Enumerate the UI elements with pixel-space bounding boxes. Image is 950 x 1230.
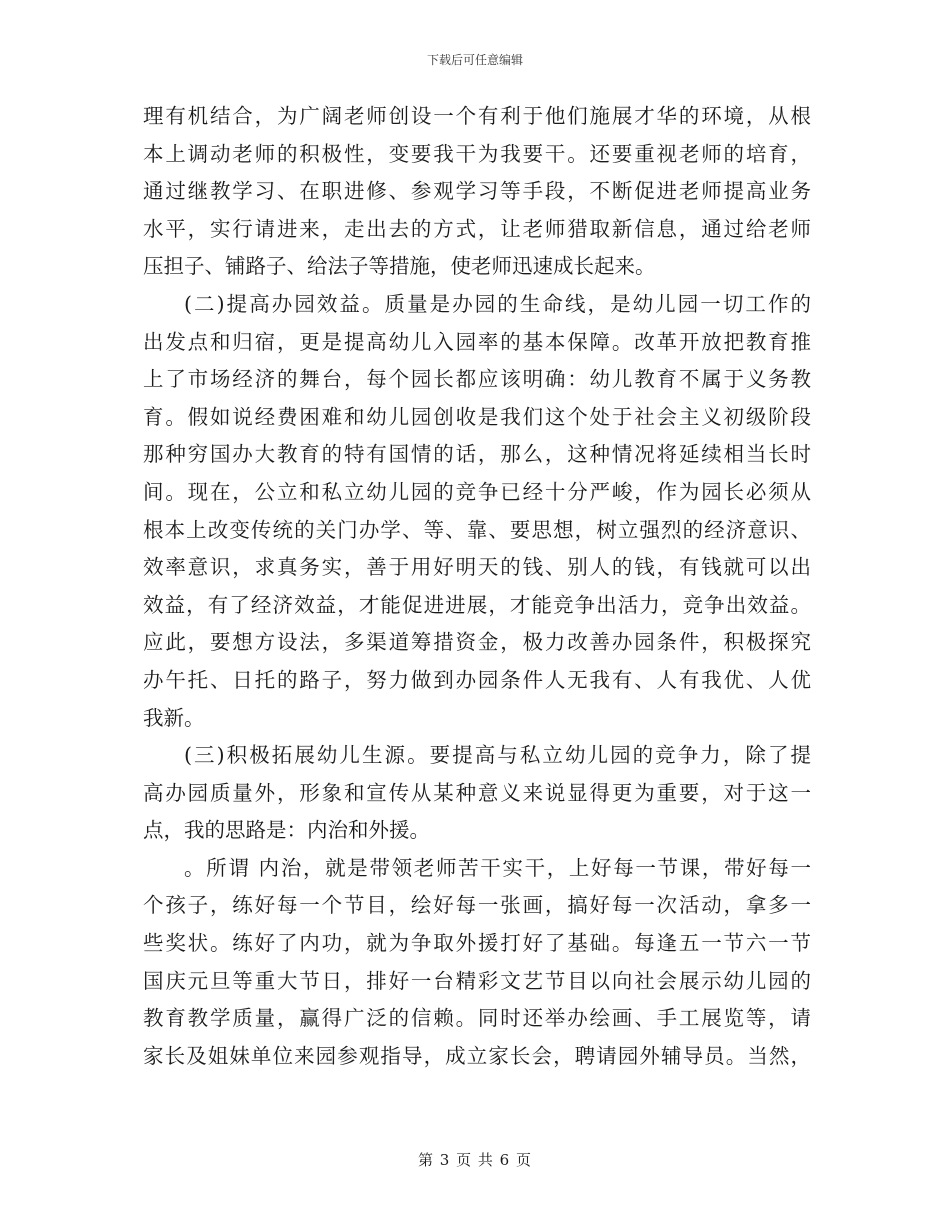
paragraph-start-line: (二)提高办园效益。质量是办园的生命线，是幼儿园一切工作的 bbox=[184, 291, 811, 316]
page-number-footer: 第 3 页 共 6 页 bbox=[418, 1151, 532, 1169]
text-line: 我新。 bbox=[143, 705, 205, 730]
text-line: 教育教学质量，赢得广泛的信赖。同时还举办绘画、手工展览等，请 bbox=[143, 1006, 811, 1031]
text-line: 出发点和归宿，更是提高幼儿入园率的基本保障。改革开放把教育推 bbox=[143, 329, 811, 354]
text-line: 应此，要想方设法，多渠道筹措资金，极力改善办园条件，积极探究 bbox=[143, 630, 811, 655]
text-line: 效率意识，求真务实，善于用好明天的钱、别人的钱，有钱就可以出 bbox=[143, 555, 811, 580]
text-line: 高办园质量外，形象和宣传从某种意义来说显得更为重要，对于这一 bbox=[143, 780, 811, 805]
paragraph-start-line: (三)积极拓展幼儿生源。要提高与私立幼儿园的竞争力，除了提 bbox=[184, 743, 811, 768]
text-line: 那种穷国办大教育的特有国情的话，那么，这种情况将延续相当长时 bbox=[143, 442, 811, 467]
paragraph-start-line: 。所谓 内治，就是带领老师苦干实干，上好每一节课，带好每一 bbox=[184, 855, 811, 880]
text-line: 效益，有了经济效益，才能促进进展，才能竞争出活力，竞争出效益。 bbox=[143, 592, 811, 617]
text-line: 上了市场经济的舞台，每个园长都应该明确：幼儿教育不属于义务教 bbox=[143, 367, 811, 392]
text-line: 点，我的思路是：内治和外援。 bbox=[143, 818, 430, 843]
text-line: 通过继教学习、在职进修、参观学习等手段，不断促进老师提高业务 bbox=[143, 179, 811, 204]
text-line: 理有机结合，为广阔老师创设一个有利于他们施展才华的环境，从根 bbox=[143, 104, 811, 128]
text-line: 压担子、铺路子、给法子等措施，使老师迅速成长起来。 bbox=[143, 254, 656, 279]
page-header: 下载后可任意编辑 bbox=[426, 53, 523, 67]
text-line: 办午托、日托的路子，努力做到办园条件人无我有、人有我优、人优 bbox=[143, 667, 811, 692]
text-line: 个孩子，练好每一个节目，绘好每一张画，搞好每一次活动，拿多一 bbox=[143, 893, 811, 918]
text-line: 水平，实行请进来，走出去的方式，让老师猎取新信息，通过给老师 bbox=[143, 216, 811, 241]
text-line: 国庆元旦等重大节日，排好一台精彩文艺节目以向社会展示幼儿园的 bbox=[143, 968, 811, 993]
text-line: 根本上改变传统的关门办学、等、靠、要思想，树立强烈的经济意识、 bbox=[143, 517, 811, 542]
text-line: 育。假如说经费困难和幼儿园创收是我们这个处于社会主义初级阶段 bbox=[143, 404, 811, 429]
text-line: 些奖状。练好了内功，就为争取外援打好了基础。每逢五一节六一节 bbox=[143, 931, 811, 956]
text-line: 家长及姐妹单位来园参观指导，成立家长会，聘请园外辅导员。当然， bbox=[143, 1043, 811, 1068]
text-line: 间。现在，公立和私立幼儿园的竞争已经十分严峻，作为园长必须从 bbox=[143, 479, 811, 504]
document-body bbox=[143, 98, 811, 1075]
text-line: 本上调动老师的积极性，变要我干为我要干。还要重视老师的培育， bbox=[143, 141, 811, 166]
